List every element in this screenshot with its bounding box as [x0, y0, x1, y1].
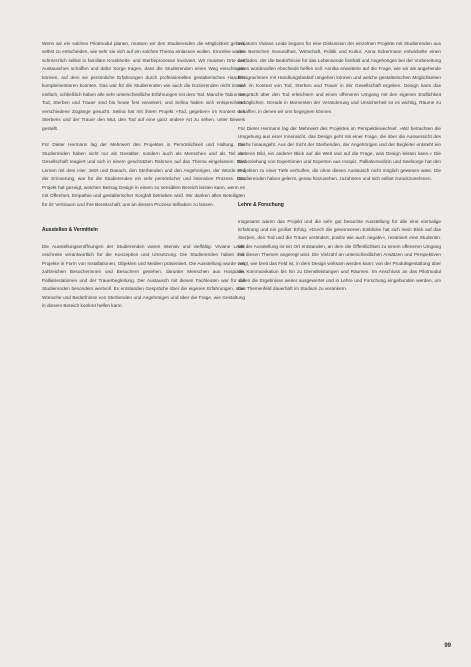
left-text-column — [42, 40, 245, 319]
page-number: 99 — [444, 643, 451, 649]
body-paragraph: Für Dieter Hermann lag der Mehrwert des Projektes im Perspektivwechsel: »Wir betrachten die Umgebung aus einer Innensicht, das Design geht mit einer Frage, die über die Aussensicht des Fachs hinausgeht. Aus der Sicht der Sterbenden, der Angehörigen und der Begleiter entsteht ein anderes Bild, ein anderer Blick auf die Welt und auf die Frage, was Design leisten kann.« Die Einbeziehung von Expertinnen und Experten aus Hospiz, Palliativmedizin und Seelsorge hat den Projekten zu einer Tiefe verholfen, die ohne diesen Austausch nicht möglich gewesen wäre. Die Studierenden haben gelernt, genau hinzusehen, zuzuhören und sich selbst zurückzunehmen. — [238, 125, 441, 182]
body-paragraph: Für Dieter Hermann lag der Mehrwert des Projektes in Persönlichkeit und Haltung. Die Studierenden haben nicht nur als Gestalter, sondern auch als Menschen und als Teil der Gesellschaft reagiert und sich in einem geschützten Rahmen auf das Thema eingelassen. Das Lernen mit dem Hier, Jetzt und Danach, den Sterbenden und den Angehörigen, der Würde und der Erinnerung, war für die Studierenden ein sehr persönlicher und intensiver Prozess. Das Projekt hat gezeigt, welchen Beitrag Design in einem so sensiblen Bereich leisten kann, wenn es mit Offenheit, Empathie und gestalterischer Sorgfalt betrieben wird. Wir danken allen Beteiligten für ihr Vertrauen und ihre Bereitschaft, uns an diesem Prozess teilhaben zu lassen. — [42, 142, 245, 207]
section-heading-ausstellen: Ausstellen & Vermitteln — [42, 227, 98, 234]
body-paragraph: Initiatorin Viviane Leide begann für eine Diskussion der einzelnen Projekte mit Studierenden aus den Bereichen Gesundheit, Wirtschaft, Politik und Kultur. Anna Eckermann entwickelte einen Leitfaden, der die Bedürfnisse für das Lebensende festhält und Angehörigen bei der Vorbereitung eines würdevollen Abschieds helfen soll. Annika erweiterte auf die Frage, wie wir als angehende Designerinnen mit Handlungsbedarf umgehen können und welche gestalterischen Möglichkeiten sich im Kontext von Tod, Sterben und Trauer in der Gesellschaft ergeben. Design kann das Gespräch über den Tod erleichtern und einen offeneren Umgang mit den eigenen Endlichkeit ermöglichen. Gerade in Momenten der Veränderung und Unsicherheit ist es wichtig, Räume zu schaffen, in denen wir uns begegnen können. — [238, 41, 441, 114]
section-heading-lehre: Lehre & Forschung — [238, 201, 284, 208]
right-text-column — [238, 40, 441, 302]
body-paragraph: Insgesamt waren das Projekt und die sehr gut besuchte Ausstellung für alle eine einmalige Erfahrung und ein großer Erfolg. »Durch die gewonnenen Einblicke hat sich mein Blick auf das Sterben, den Tod und die Trauer verändert, positiv wie auch negativ«, resümiert eine Studentin. Mit der Ausstellung ist ein Ort entstanden, an dem die Öffentlichkeit zu einem offeneren Umgang mit diesen Themen angeregt wird. Die Vielzahl an unterschiedlichen Ansätzen und Perspektiven zeigt, wie breit das Feld ist, in dem Design wirksam werden kann: von der Produktgestaltung über die Kommunikation bis hin zu Dienstleistungen und Räumen. Im Anschluss an das Pilotmodul sollen die Ergebnisse weiter ausgewertet und in Lehre und Forschung eingebunden werden, um das Themenfeld dauerhaft im Studium zu verankern. — [238, 218, 441, 292]
body-paragraph: Die Ausstellungseröffnungen der Studierenden waren intensiv und vielfältig. Viviane Leide zeichnete verantwortlich für die Konzeption und Umsetzung. Die Studierenden haben ihre Projekte in Form von Installationen, Objekten und Medien präsentiert. Die Ausstellung wurde von zahlreichen Besucherinnen und Besuchern gesehen, darunter Menschen aus Hospizen, Palliativstationen und der Trauerbegleitung. Der Austausch mit diesen Fachleuten war für die Studierenden besonders wertvoll. Es entstanden Gespräche über die eigenen Erfahrungen, über Wünsche und Bedürfnisse von Sterbenden und Angehörigen und über die Frage, wie Gestaltung in diesem Bereich konkret helfen kann. — [42, 243, 245, 309]
body-paragraph: Wenn wir ein solches Pilotmodul planen, müssen wir den Studierenden die Möglichkeit geben, selbst zu entscheiden, wie sehr sie sich auf ein solches Thema einlassen wollen. Einzelne waren schmerzlich selbst in familiäre Krankheits- und Sterbeprozesse involviert. Wir mussten Orte des Austausches schaffen und dafür Sorge tragen, dass die Studierenden einen Weg einschlagen können, auf dem sie persönliche Erfahrungen durch professionelles gestalterisches Handeln komplementieren konnten. Das war für die Studierenden wie auch die Dozierenden nicht immer einfach, schließlich haben alle sehr unterschiedliche Erfahrungen mit dem Tod. Manche Tabus um Tod, Sterben und Trauer sind bis heute fest verankert, und Selina haben sich entsprechend verschiedene Zugänge gesucht. Selina hat mit ihrem Projekt »Tod, gegeben« im Kontext des Sterbens und der Trauer den Mut, den Tod auf eine ganz andere Art zu sehen, unter Beweis gestellt. — [42, 41, 245, 131]
